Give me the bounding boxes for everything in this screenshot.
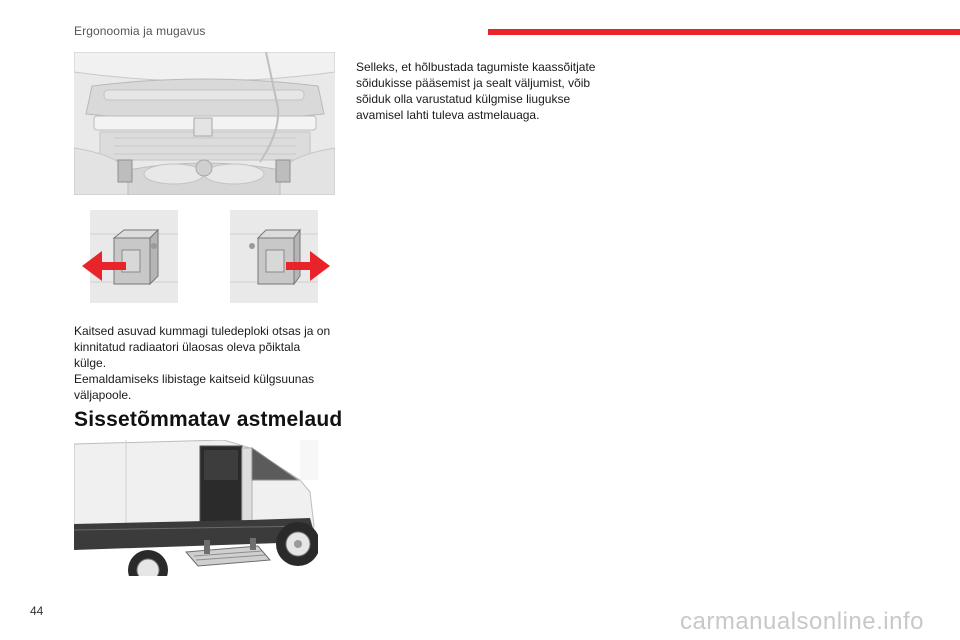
protectors-location-text: Kaitsed asuvad kummagi tuledeploki otsas ja on kinnitatud radiaatori ülaosas oleva põiktala külge. (74, 324, 331, 370)
protector-left-arrow-illustration (74, 210, 186, 303)
site-watermark: carmanualsonline.info (680, 608, 924, 635)
section-heading-retractable-step: Sissetõmmatav astmelaud (74, 408, 343, 431)
engine-bay-illustration (74, 52, 335, 195)
protectors-removal-text: Eemaldamiseks libistage kaitseid külgsuunas väljapoole. (74, 372, 315, 402)
header-accent-bar (488, 29, 960, 35)
section-title: Ergonoomia ja mugavus (74, 24, 206, 38)
van-retractable-step-illustration (74, 440, 318, 576)
page-number: 44 (30, 604, 44, 618)
retractable-step-description: Selleks, et hõlbustada tagumiste kaassõitjate sõidukisse pääsemist ja sealt väljumist, võib sõiduk olla varustatud külgmise liugukse avamisel lahti tuleva astmelauaga. (356, 60, 596, 122)
protector-right-arrow-illustration (228, 210, 338, 303)
